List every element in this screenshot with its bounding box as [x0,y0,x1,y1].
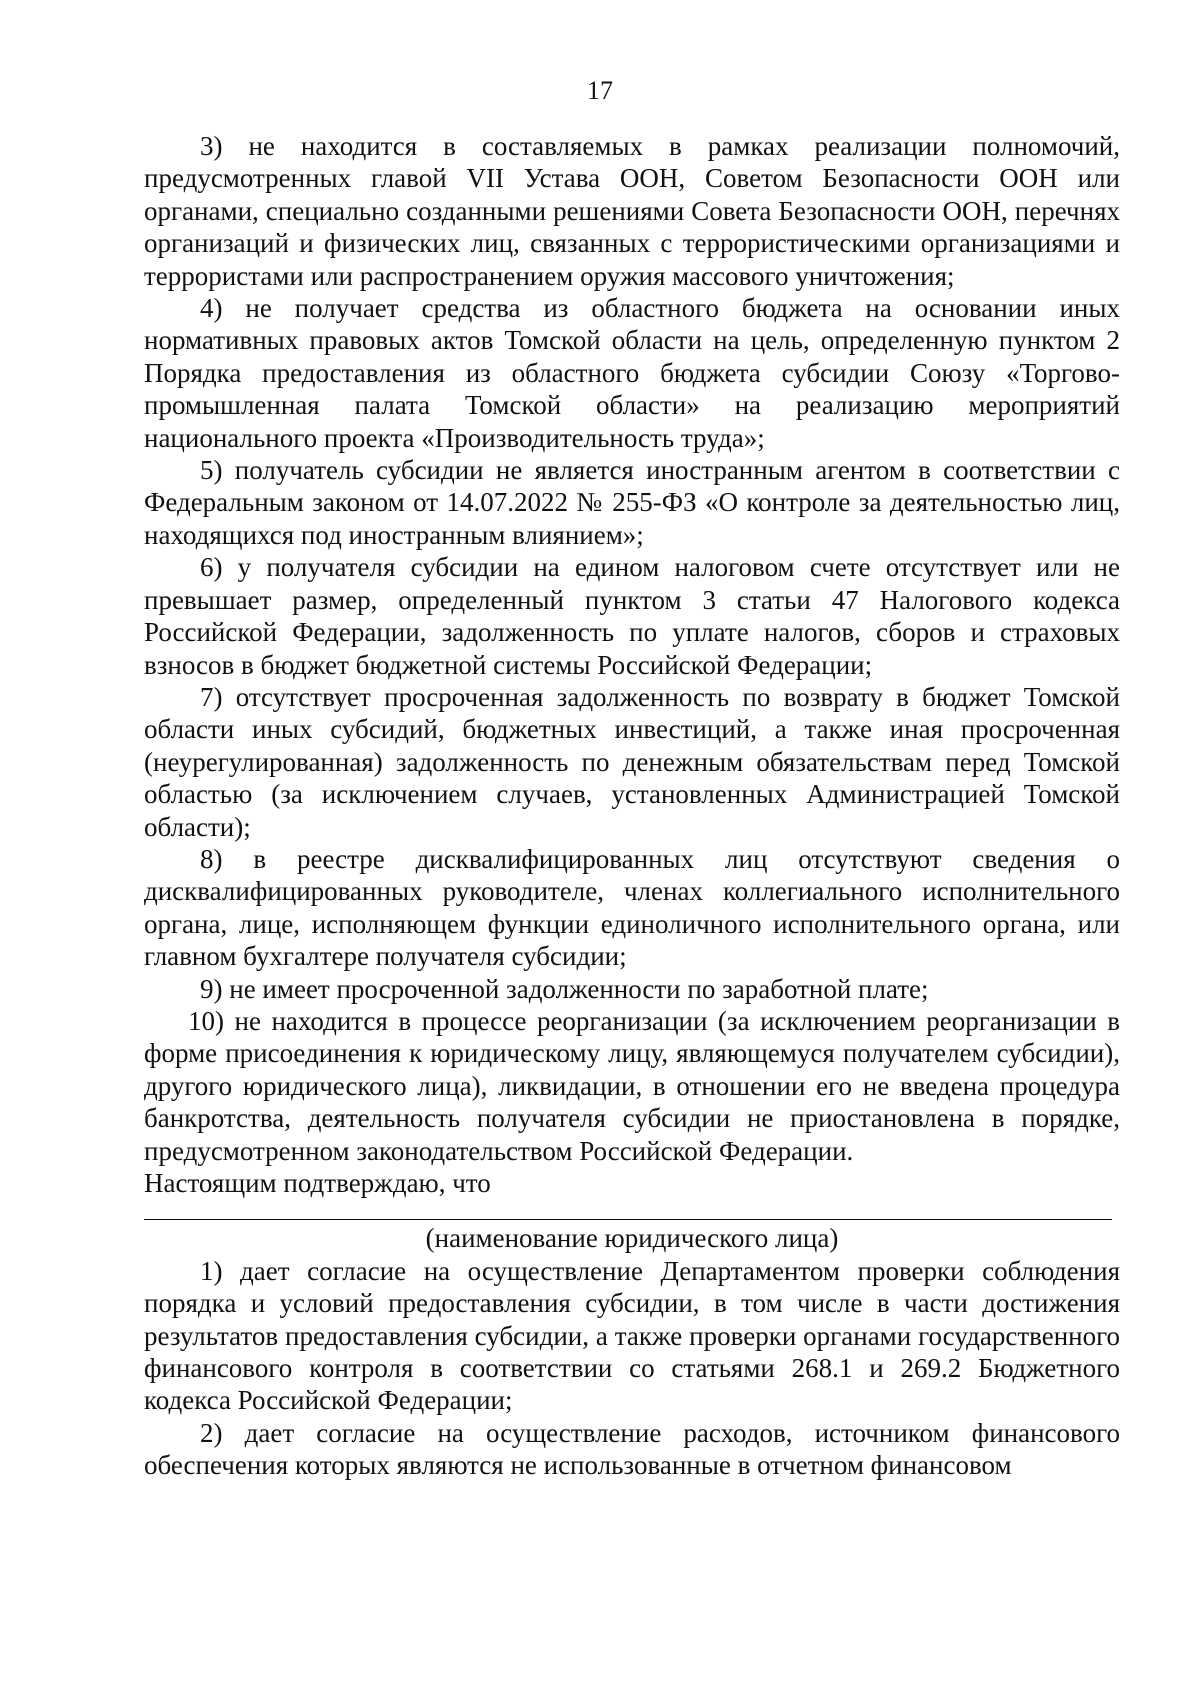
paragraph-item-7: 7) отсутствует просроченная задолженность по возврату в бюджет Томской области иных субсидий, бюджетных инвестиций, а также иная просроченная (неурегулированная) задолженность по денежным обязательствам перед Томской областью (за исключением случаев, установленных Администрацией Томской области); [144,681,1120,842]
legal-entity-name-line [144,1219,1112,1220]
paragraph-item-4: 4) не получает средства из областного бюджета на основании иных нормативных правовых актов Томской области на цель, определенную пунктом 2 Порядка предоставления из областного бюджета субсидии Союзу «Торгово-промышленная палата Томской области» на реализацию мероприятий национального проекта «Производительность труда»; [144,293,1120,453]
paragraph-item-3: 3) не находится в составляемых в рамках реализации полномочий, предусмотренных главой VII Устава ООН, Советом Безопасности ООН или органами, специально созданными решениями Совета Безопасности ООН, перечнях организаций и физических лиц, связанных с террористическими организациями и террористами или распространением оружия массового уничтожения; [144,131,1120,291]
legal-entity-name-caption: (наименование юридического лица) [425,1223,839,1254]
paragraph-item-6: 6) у получателя субсидии на едином налоговом счете отсутствует или не превышает размер, определенный пунктом 3 статьи 47 Налогового кодекса Российской Федерации, задолженность по уплате налогов, сборов и страховых взносов в бюджет бюджетной системы Российской Федерации; [144,552,1120,680]
paragraph-item-5: 5) получатель субсидии не является иностранным агентом в соответствии с Федеральным законом от 14.07.2022 № 255-ФЗ «О контроле за деятельностью лиц, находящихся под иностранным влиянием»; [144,455,1120,550]
consent-item-1: 1) дает согласие на осуществление Департаментом проверки соблюдения порядка и условий предоставления субсидии, в том числе в части достижения результатов предоставления субсидии, а также проверки органами государственного финансового контроля в соответствии со статьями 268.1 и 269.2 Бюджетного кодекса Российской Федерации; [144,1255,1120,1416]
page-number: 17 [587,76,613,105]
document-body [144,130,1120,1482]
confirmation-line: Настоящим подтверждаю, что [144,1168,491,1198]
consent-item-2: 2) дает согласие на осуществление расходов, источником финансового обеспечения которых являются не использованные в отчетном финансовом [144,1417,1120,1481]
paragraph-item-9: 9) не имеет просроченной задолженности по заработной плате; [200,973,929,1004]
paragraph-item-8: 8) в реестре дисквалифицированных лиц отсутствуют сведения о дисквалифицированных руководителе, членах коллегиального исполнительного органа, лице, исполняющем функции единоличного исполнительного органа, или главном бухгалтере получателя субсидии; [144,843,1120,972]
paragraph-item-10: 10) не находится в процессе реорганизации (за исключением реорганизации в форме присоединения к юридическому лицу, являющемуся получателем субсидии), другого юридического лица), ликвидации, в отношении его не введена процедура банкротства, деятельность получателя субсидии не приостановлена в порядке, предусмотренном законодательством Российской Федерации. [144,1005,1120,1166]
